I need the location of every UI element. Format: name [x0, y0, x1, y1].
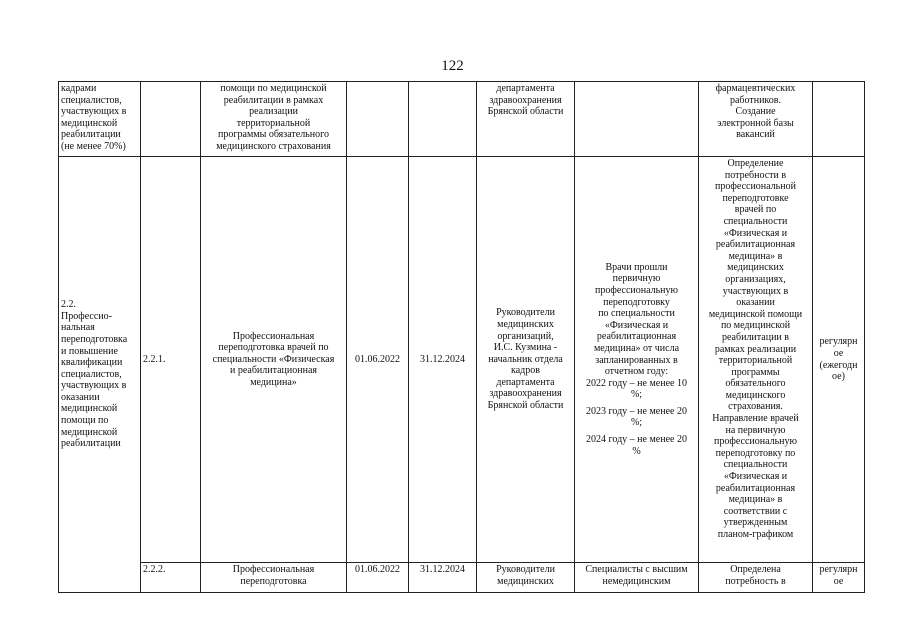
indicator-2024: 2024 году – не менее 20 % [586, 434, 687, 457]
page-number: 122 [441, 58, 464, 74]
row-number: 2.2.1. [141, 157, 201, 563]
cell-result-tail: фармацевтических работников. Создание электронной базы вакансий [699, 82, 813, 157]
cell-event-tail: помощи по медицинской реабилитации в рамках реализации территориальной программы обязательного медицинского страхования [201, 82, 347, 157]
cell-responsible-tail: департамента здравоохранения Брянской области [477, 82, 575, 157]
measures-table [58, 81, 865, 593]
cell-empty [347, 82, 409, 157]
indicator [575, 157, 699, 563]
cell-empty [575, 82, 699, 157]
periodicity: регулярн ое [813, 563, 865, 593]
section-title-2-2: 2.2. Профессио- нальная переподготовка и повышение квалификации специалистов, участвующих в оказании медицинской помощи по медицинской реабилитации [59, 157, 141, 593]
cell-empty [141, 82, 201, 157]
expected-result: Определение потребности в профессиональной переподготовке врачей по специальности «Физическая и реабилитационная медицина» в медицинских организациях, участвующих в оказании медицинской помощи по медицинской реабилитации в рамках реализации территориальной программы обязательного медицинского страхования. Направление врачей на первичную профессиональную переподготовку по специальности «Физическая и реабилитационная медицина» в соответствии с утвержденным планом-графиком [699, 157, 813, 563]
end-date: 31.12.2024 [409, 157, 477, 563]
cell-empty [409, 82, 477, 157]
responsible: Руководители медицинских организаций, И.С. Кузмина - начальник отдела кадров департамента здравоохранения Брянской области [477, 157, 575, 563]
end-date: 31.12.2024 [409, 563, 477, 593]
row-number: 2.2.2. [141, 563, 201, 593]
table-row-2-2-2 [59, 563, 865, 593]
table-row-2-2-1 [59, 157, 865, 563]
expected-result: Определена потребность в [699, 563, 813, 593]
table-row-continued [59, 82, 865, 157]
cell-empty [813, 82, 865, 157]
indicator-2022: 2022 году – не менее 10 %; [586, 377, 687, 401]
indicator-main: Врачи прошли первичную профессиональную переподготовку по специальности «Физическая и реабилитационная медицина» от числа запланированных в отчетном году: [593, 261, 680, 378]
responsible: Руководители медицинских [477, 563, 575, 593]
indicator-2023: 2023 году – не менее 20 %; [586, 405, 687, 429]
indicator: Специалисты с высшим немедицинским [575, 563, 699, 593]
event-name: Профессиональная переподготовка врачей по специальности «Физическая и реабилитационная медицина» [201, 157, 347, 563]
event-name: Профессиональная переподготовка [201, 563, 347, 593]
periodicity: регулярн ое (ежегодн ое) [813, 157, 865, 563]
start-date: 01.06.2022 [347, 157, 409, 563]
cell-indicator-tail: кадрами специалистов, участвующих в медицинской реабилитации (не менее 70%) [59, 82, 141, 157]
start-date: 01.06.2022 [347, 563, 409, 593]
